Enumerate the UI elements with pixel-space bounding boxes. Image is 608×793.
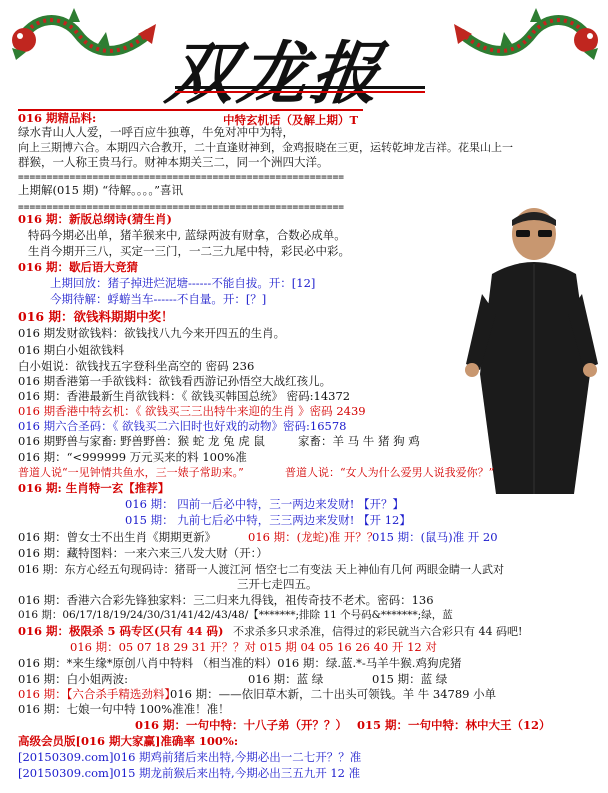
title-underline-red xyxy=(175,91,425,93)
r11-a: 016 期野兽与家畜: 野兽野兽：猴 蛇 龙 兔 虎 鼠 xyxy=(18,434,265,448)
dragon-left-icon xyxy=(8,4,158,76)
r16: 015 期： 九前七后必中特，三三两边来发财! 【开 12】 xyxy=(125,513,411,527)
r1-a: 特码今期必出单，猪羊猴来中, 蓝绿两波有财拿，合数必成单。 xyxy=(28,228,346,242)
r2-a: 上期回放：猪子掉进烂泥塘------不能自拔。开：[12] xyxy=(50,276,316,290)
r13-b: 普道人说：“女人为什么爱男人说我爱你？” xyxy=(285,466,495,479)
r10: 016 期六合圣码：《 欲钱买二六旧时也好戏的动物》密码:16578 xyxy=(18,419,347,433)
r22-a: 016 期：极限杀 5 码专区(只有 44 码) xyxy=(18,624,224,638)
r12: 016 期：“<999999 万元买来的料 100%准 xyxy=(18,450,247,464)
r28-b: 015 期：一句中特：林中大王（12） xyxy=(357,718,551,732)
page-title: 双龙报 xyxy=(161,34,389,114)
r25-c: 015 期：蓝 绿 xyxy=(372,672,448,686)
poem-line-1: 绿水青山人人爱，一呼百应牛独尊，牛免对冲中为特， xyxy=(18,125,294,139)
r28-a: 016 期：一句中特：十八子弟（开？？） xyxy=(135,718,348,732)
r1-b: 生肖今期开三八，买定一三门，一二三九尾中特，彩民必中彩。 xyxy=(28,244,350,258)
r26-b: 016 期：——依旧草木新，二十出头可领钱。羊 牛 34789 小单 xyxy=(170,687,497,701)
r31: [20150309.com]015 期龙前猴后来出特,今期必出三五九开 12 准 xyxy=(18,766,361,780)
r8: 016 期：香港最新生肖欲钱料：《 欲钱买韩国总统》 密码:14372 xyxy=(18,389,351,403)
r17-b: 016 期：(龙蛇)准 开？？ xyxy=(248,530,379,544)
r20: 016 期：香港六合彩先锋独家料：三二归来九得钱，祖传奇技不老术。密码：136 xyxy=(18,593,434,607)
r17-c: 015 期：(鼠马)准 开 20 xyxy=(372,530,498,544)
title-underline xyxy=(175,86,425,89)
r29: 高级会员版[016 期大家赢]准确率 100%: xyxy=(18,734,239,748)
r30: [20150309.com]016 期鸡前猪后来出特,今期必出一二七开？？准 xyxy=(18,750,362,764)
r13-a: 普道人说“一见钟情共鱼水，三一婊子常助来。” xyxy=(18,466,244,479)
r9: 016 期香港中特玄机：《 欲钱买三三出特牛来迎的生肖 》密码 2439 xyxy=(18,404,366,418)
r6: 白小姐说：欲钱找五字登科坐高空的 密码 236 xyxy=(18,359,255,373)
r17-a: 016 期：曾女士不出生肖《期期更新》 xyxy=(18,530,217,544)
r7: 016 期香港第一手欲钱料：欲钱看西游记孙悟空大战红孩儿。 xyxy=(18,374,332,388)
r4: 016 期发财欲钱料：欲钱找八九今来开四五的生肖。 xyxy=(18,326,286,340)
shangqi-line: 上期解(015 期) “待解。。。。”喜讯 xyxy=(18,183,183,197)
jingpin-label: 016 期精品料: xyxy=(18,111,97,125)
r15: 016 期： 四前一后必中特，三一两边来发财! 【开？】 xyxy=(125,497,405,511)
r19-b: 三开七走四五。 xyxy=(237,577,318,591)
r2-b: 今期待解：蜉蝣当车------不自量。开：[？] xyxy=(50,292,267,306)
dragon-right-icon xyxy=(452,4,602,76)
dash-divider: ========================================================= xyxy=(18,172,345,183)
r18: 016 期：藏特图料：一来六来三八发大财（开：） xyxy=(18,546,268,560)
dash-divider-2: ========================================================= xyxy=(18,202,345,213)
r3: 016 期：欲钱料期期中奖！ xyxy=(18,309,174,324)
r11-b: 家畜：羊 马 牛 猪 狗 鸡 xyxy=(298,434,420,448)
header-banner xyxy=(0,0,608,114)
r25-b: 016 期：蓝 绿 xyxy=(248,672,324,686)
r24: 016 期：*来生缘*原创八肖中特料 （相当准的料）016 期：绿.蓝.*-马羊牛猴.鸡狗虎猪 xyxy=(18,656,462,670)
r14: 016 期: 生肖特一玄【推荐】 xyxy=(18,481,170,495)
r21: 016 期：06/17/18/19/24/30/31/41/42/43/48/【*******;排除 11 个号码&*******;绿，蓝 xyxy=(18,609,453,621)
r23: 016 期：05 07 18 29 31 开？？对 015 期 04 05 16 26 40 开 12 对 xyxy=(70,640,437,654)
r19-a: 016 期：东方心经五句现码诗：猪哥一人渡江河 悟空七二有变法 天上神仙有几何 两眼金睛一人武对 xyxy=(18,563,504,576)
poem-line-2: 向上三期博六合。本期四六合教开，二十直逢财神到，金鸡报晓在三更，运转乾坤龙吉祥。花果山上一 xyxy=(18,141,513,154)
r2-label: 016 期：歇后语大竞猜 xyxy=(18,260,139,274)
man-figure-illustration xyxy=(462,204,602,500)
poem-line-3: 群猴，一人称王贵马行。财神本期关三二，同一个洲四大洋。 xyxy=(18,155,329,169)
r25-a: 016 期：白小姐两波: xyxy=(18,672,128,686)
r26-a: 016 期：【六合杀手精选劲料】 xyxy=(18,687,176,701)
r27: 016 期：七娘一句中特 100%准准！准！ xyxy=(18,702,230,716)
r22-b: 不求杀多只求杀准，信得过的彩民就当六合彩只有 44 码吧! xyxy=(233,625,523,638)
jingpin-title: 中特玄机话（及解上期）T xyxy=(223,113,359,127)
r1-label: 016 期：新版总纲诗(猜生肖) xyxy=(18,212,172,226)
r5: 016 期白小姐欲钱料 xyxy=(18,343,125,357)
